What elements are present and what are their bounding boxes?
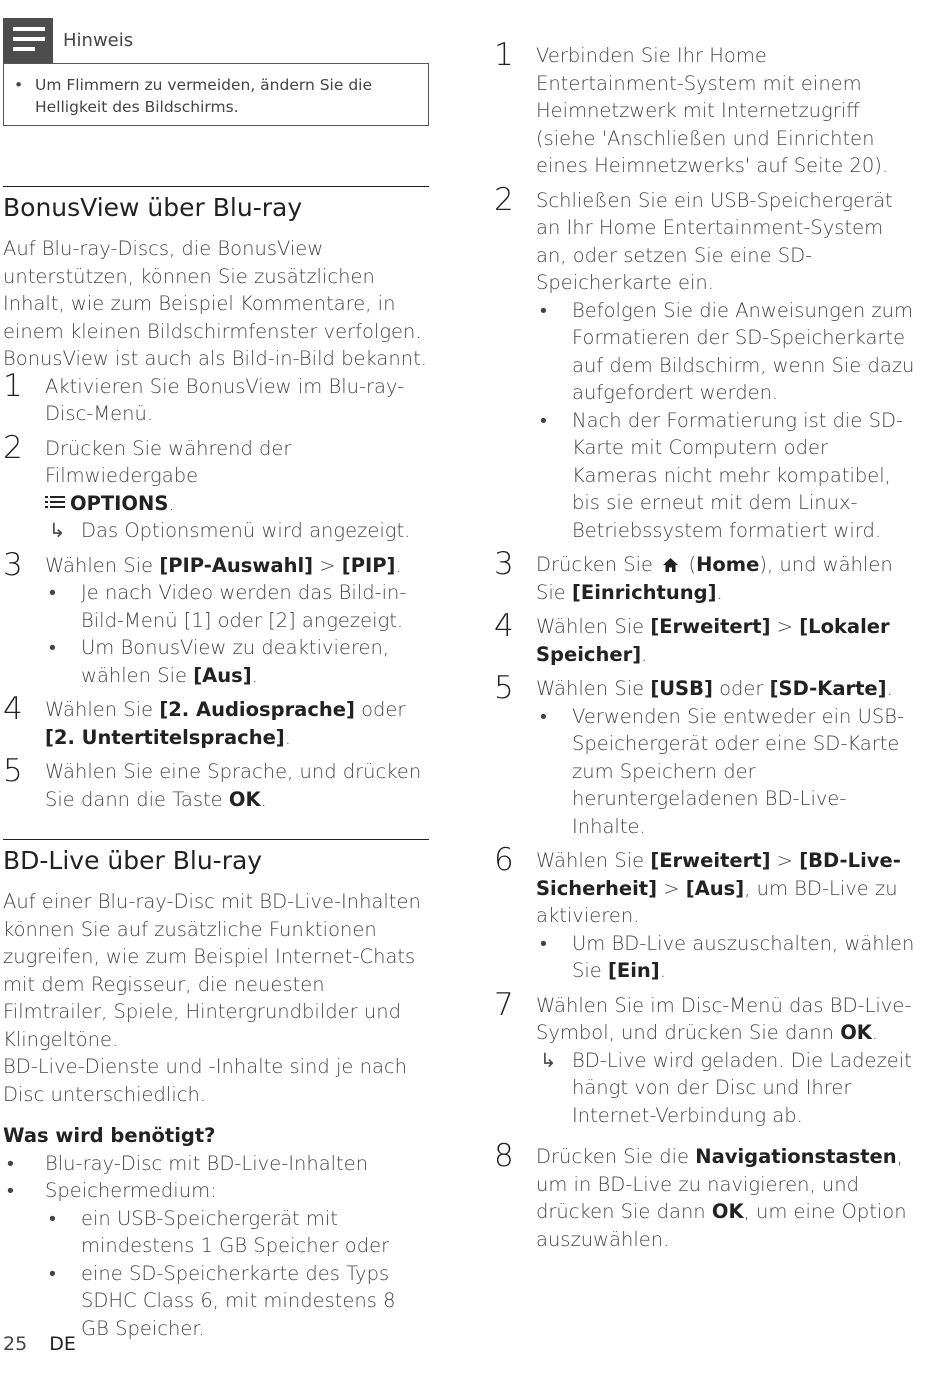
list-item: • Speichermedium: (7, 1179, 217, 1202)
step-8: 8 Drücken Sie die Navigationstasten, um in BD-Live zu navigieren, und drücken Sie dann OK, um eine Option auszuwählen. (494, 1138, 907, 1251)
section-heading-bonusview: BonusView über Blu-ray (3, 186, 429, 225)
list-item: • Um BonusView zu deaktivieren, wählen Sie [Aus]. (49, 636, 390, 687)
list-item: • ein USB-Speichergerät mit mindestens 1 GB Speicher oder (49, 1206, 390, 1257)
list-item: • Nach der Formatierung ist die SD-Karte mit Computern oder Kameras nicht mehr kompatibel, bis sie erneut mit dem Linux-Betriebssystem formatiert wird. (540, 408, 904, 542)
bdlive-intro: Auf einer Blu-ray-Disc mit BD-Live-Inhalten können Sie auf zusätzliche Funktionen zugreifen, wie zum Beispiel Internet-Chats mit dem Regisseur, die neuesten Filmtrailer, Spiele, Hintergrundbilder und Klingeltöne. (3, 890, 421, 1051)
step-6: 6 Wählen Sie [Erweitert] > [BD-Live-Sicherheit] > [Aus], um BD-Live zu aktivieren. • Um BD-Live auszuschalten, wählen Sie [Ein]. (494, 847, 916, 985)
step-5: 5 Wählen Sie [USB] oder [SD-Karte]. • Verwenden Sie entweder ein USB-Speichergerät oder eine SD-Karte zum Speichern der heruntergeladenen BD-Live-Inhalte. (494, 675, 916, 840)
step-7: 7 Wählen Sie im Disc-Menü das BD-Live-Symbol, und drücken Sie dann OK. ↳ BD-Live wird geladen. Die Ladezeit hängt von der Disc und Ihrer Internet-Verbindung ab. (494, 992, 916, 1130)
note-label: Hinweis (63, 30, 134, 51)
result-arrow-item: ↳ BD-Live wird geladen. Die Ladezeit hängt von der Disc und Ihrer Internet-Verbindung ab. (540, 1048, 912, 1127)
step-3: 3 Drücken Sie (Home), und wählen Sie [Einrichtung]. (494, 546, 893, 604)
subheading-requirements: Was wird benötigt? (3, 1124, 216, 1147)
step-4: 4 Wählen Sie [2. Audiosprache] oder [2. Untertitelsprache]. (3, 691, 406, 749)
step-2: 2 Schließen Sie ein USB-Speichergerät an Ihr Home Entertainment-System an, oder setzen Sie eine SD-Speicherkarte ein. • Befolgen Sie die Anweisungen zum Formatieren der SD-Speicherkarte auf dem Bildschirm, wenn Sie dazu aufgefordert werden. • Nach der Formatierung ist die SD-Karte mit Computern oder Kameras nicht mehr kompatibel, bis sie erneut mit dem Linux-Betriebssystem formatiert wird. (494, 187, 916, 545)
right-column (494, 37, 916, 1253)
list-item: • Um BD-Live auszuschalten, wählen Sie [Ein]. (540, 931, 915, 982)
options-icon (45, 495, 65, 509)
list-item: • Verwenden Sie entweder ein USB-Speichergerät oder eine SD-Karte zum Speichern der heruntergeladenen BD-Live-Inhalte. (540, 704, 905, 838)
step-1: 1 Verbinden Sie Ihr Home Entertainment-System mit einem Heimnetzwerk mit Internetzugriff (siehe 'Anschließen und Einrichten eines Heimnetzwerks' auf Seite 20). (494, 37, 889, 177)
page-footer (3, 1333, 76, 1355)
list-item: • Je nach Video werden das Bild-in-Bild-Menü [1] oder [2] angezeigt. (49, 581, 407, 632)
list-item: • Blu-ray-Disc mit BD-Live-Inhalten (7, 1151, 369, 1175)
step-4: 4 Wählen Sie [Erweitert] > [Lokaler Speicher]. (494, 608, 890, 666)
bonusview-intro: Auf Blu-ray-Discs, die BonusView unterstützen, können Sie zusätzlichen Inhalt, wie zum Beispiel Kommentare, in einem kleinen Bildschirmfenster verfolgen. BonusView ist auch als Bild-in-Bild bekannt. (3, 237, 427, 370)
left-column (3, 18, 429, 1342)
step-5: 5 Wählen Sie eine Sprache, und drücken Sie dann die Taste OK. (3, 753, 422, 811)
step-3: 3 Wählen Sie [PIP-Auswahl] > [PIP]. • Je nach Video werden das Bild-in-Bild-Menü [1] oder [2] angezeigt. • Um BonusView zu deaktivieren, wählen Sie [Aus]. (3, 552, 429, 690)
note-box (3, 18, 429, 126)
result-arrow-item: ↳ Das Optionsmenü wird angezeigt. (45, 517, 429, 545)
list-item: • eine SD-Speicherkarte des Typs SDHC Class 6, mit mindestens 8 GB Speicher. (49, 1261, 396, 1340)
note-item: • Um Flimmern zu vermeiden, ändern Sie die Helligkeit des Bildschirms. (14, 76, 373, 116)
page-number: 25 (3, 1333, 28, 1355)
step-2: 2 Drücken Sie während der Filmwiedergabe OPTIONS. ↳ Das Optionsmenü wird angezeigt. (3, 435, 429, 545)
language-code: DE (49, 1333, 76, 1355)
bdlive-intro-2: BD-Live-Dienste und -Inhalte sind je nach Disc unterschiedlich. (3, 1055, 407, 1106)
home-icon (662, 557, 679, 573)
arrow-icon: ↳ (540, 1048, 557, 1072)
step-1: 1 Aktivieren Sie BonusView im Blu-ray-Disc-Menü. (3, 367, 405, 425)
note-icon (3, 18, 53, 64)
note-frame (3, 63, 429, 126)
arrow-icon: ↳ (49, 519, 66, 542)
list-item: • Befolgen Sie die Anweisungen zum Formatieren der SD-Speicherkarte auf dem Bildschirm, wenn Sie dazu aufgefordert werden. (540, 298, 915, 404)
section-heading-bdlive: BD-Live über Blu-ray (3, 839, 429, 878)
